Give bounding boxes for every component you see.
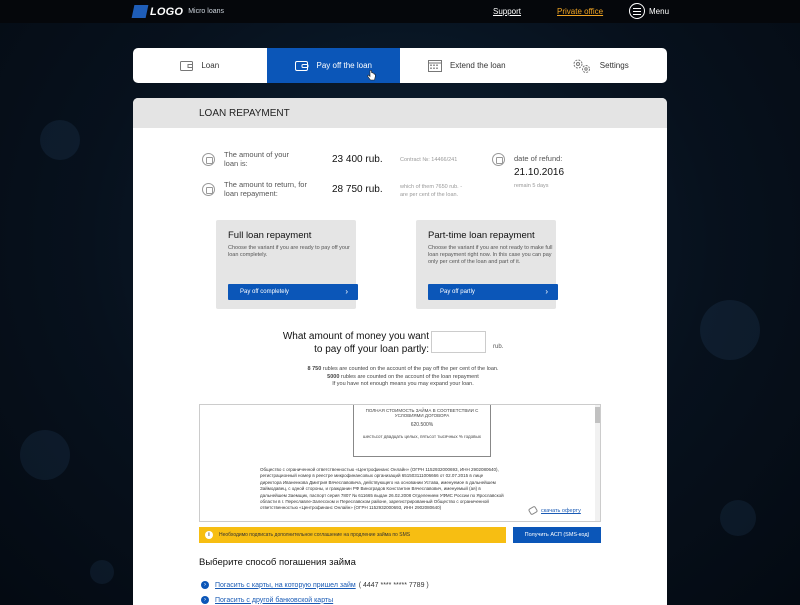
chevron-right-icon: › — [545, 287, 548, 296]
private-office-link[interactable]: Private office — [557, 7, 604, 16]
note-line-2: rubles are counted on the account of the loan repayment — [339, 373, 479, 380]
return-amount-note: which of them 7650 rub. - are per cent of the loan. — [400, 184, 463, 198]
loan-cost-stamp — [353, 405, 491, 457]
download-offer-link[interactable]: скачать оферту — [541, 508, 581, 514]
document-text: Общество с ограниченной ответственностью «Центрофинанс Онлайн» (ОГРН 1152932000693, ИНН 2902080640), регистрационный номер в реестре микрофинансовых организаций 651503111006666 от 02.07.2015 в лице директора Иваненкова Дмитрия Вячеславовича, действующего на основании Устава, именуемое в дальнейшем Займодавец, с одной стороны, и гражданин РФ Виноградов Константин Вячеславович, именуемый (ая) в дальнейшем Заемщик, паспорт серия 7807 № 611665 выдан 26.02.2008 Отделением УФМС России по Ярославской области в г. Переславле-Залесском и Переславском районе, зарегистрированный Общество с ограниченной ответственностью «Центрофинанс Онлайн» (ОГРН 1152932000693, ИНН 2902080640) — [260, 467, 504, 511]
card-number: ( 4447 **** ***** 7789 ) — [358, 581, 429, 589]
currency-unit: rub. — [493, 344, 504, 350]
tab-extend[interactable] — [400, 48, 534, 83]
refund-date-value: 21.10.2016 — [514, 167, 565, 178]
payment-option-other-card[interactable] — [201, 596, 333, 604]
background-bokeh — [700, 300, 760, 360]
hamburger-icon — [629, 3, 645, 19]
chevron-right-icon: › — [201, 581, 209, 589]
wallet-icon — [180, 60, 193, 71]
scrollbar-thumb[interactable] — [595, 407, 600, 423]
background-bokeh — [20, 430, 70, 480]
tab-pay-off[interactable] — [267, 48, 401, 83]
full-repayment-title: Full loan repayment — [228, 230, 312, 241]
percent-amount: 8 750 — [307, 366, 322, 372]
return-amount-label: The amount to return, for loan repayment: — [224, 180, 307, 198]
tab-label: Settings — [599, 61, 629, 70]
gears-icon — [572, 58, 592, 74]
logo-text: LOGO — [150, 5, 184, 18]
contract-number: Contract №: 14466/241 — [400, 157, 458, 163]
option-label: Погасить с другой банковской карты — [215, 596, 334, 604]
partial-amount-input[interactable] — [431, 331, 486, 353]
stamp-line-2: УСЛОВИЯМИ ДОГОВОРА — [394, 413, 450, 418]
logo-subtitle: Micro loans — [188, 8, 224, 15]
option-label: Погасить с карты, на которую пришел займ — [215, 581, 356, 589]
top-bar — [0, 0, 800, 23]
button-label: Pay off partly — [440, 289, 475, 295]
payment-option-linked-card[interactable] — [201, 581, 429, 589]
calendar-icon — [428, 59, 442, 72]
get-sms-code-button[interactable]: Получить АСП (SMS-код) — [513, 527, 601, 543]
warning-text: Необходимо подписать дополнительное соглашение на продление займа по SMS — [219, 532, 411, 538]
button-label: Pay off completely — [240, 289, 289, 295]
background-bokeh — [40, 120, 80, 160]
stamp-percent: 620.500% — [410, 422, 434, 428]
loan-amount-label: The amount of your loan is: — [224, 150, 290, 168]
wallet-icon — [202, 153, 215, 166]
tab-settings[interactable] — [534, 48, 668, 83]
part-repayment-card — [416, 220, 556, 309]
note-line-1: rubles are counted on the account of the pay off the per cent of the loan. — [321, 366, 499, 372]
logo-mark-icon — [132, 5, 149, 18]
stamp-words: шестьсот двадцать целых, пятьсот тысячных % годовых — [362, 434, 482, 439]
full-repayment-text: Choose the variant if you are ready to pay off your loan completely. — [228, 245, 350, 258]
tab-label: Loan — [201, 61, 220, 70]
days-remaining: remain 5 days — [514, 183, 549, 189]
full-repayment-card — [216, 220, 356, 309]
partial-amount-question: What amount of money you want to pay off your loan partly: — [282, 331, 429, 355]
main-tabs — [133, 48, 667, 83]
menu-button[interactable] — [629, 3, 669, 19]
info-icon: i — [205, 531, 213, 539]
wallet-icon — [202, 183, 215, 196]
chevron-right-icon: › — [201, 596, 209, 604]
panel-title: LOAN REPAYMENT — [199, 107, 290, 119]
tab-label: Pay off the loan — [316, 61, 372, 70]
cursor-icon — [367, 70, 376, 81]
support-link[interactable]: Support — [493, 7, 522, 16]
note-line-3: If you have not enough means you may expand your loan. — [332, 381, 474, 387]
sms-warning-bar — [199, 527, 506, 543]
background-bokeh — [720, 500, 756, 536]
part-repayment-title: Part-time loan repayment — [428, 230, 535, 241]
stamp-line-1: ПОЛНАЯ СТОИМОСТЬ ЗАЙМА В СООТВЕТСТВИИ С — [365, 408, 479, 413]
part-repayment-text: Choose the variant if you are not ready to make full loan repayment right now. In this case you can pay only per cent of the loan and part of it. — [428, 245, 553, 265]
background-bokeh — [90, 560, 114, 584]
panel-header — [133, 98, 667, 128]
logo[interactable] — [133, 5, 224, 18]
loan-amount: 5000 — [327, 373, 340, 380]
pay-off-completely-button[interactable] — [228, 284, 358, 300]
loan-amount-value: 23 400 rub. — [332, 154, 383, 165]
loan-repayment-panel — [133, 98, 667, 605]
pay-off-partly-button[interactable] — [428, 284, 558, 300]
partial-amount-note — [253, 366, 553, 389]
offer-document[interactable] — [199, 404, 601, 522]
calendar-icon — [492, 153, 505, 166]
menu-label: Menu — [649, 6, 670, 16]
chevron-right-icon: › — [345, 287, 348, 296]
card-payment-icon — [295, 60, 309, 72]
tab-label: Extend the loan — [449, 61, 506, 70]
return-amount-value: 28 750 rub. — [332, 184, 383, 195]
refund-date-label: date of refund: — [514, 154, 563, 163]
tab-loan[interactable] — [133, 48, 267, 83]
payment-methods-title: Выберите способ погашения займа — [199, 557, 356, 568]
